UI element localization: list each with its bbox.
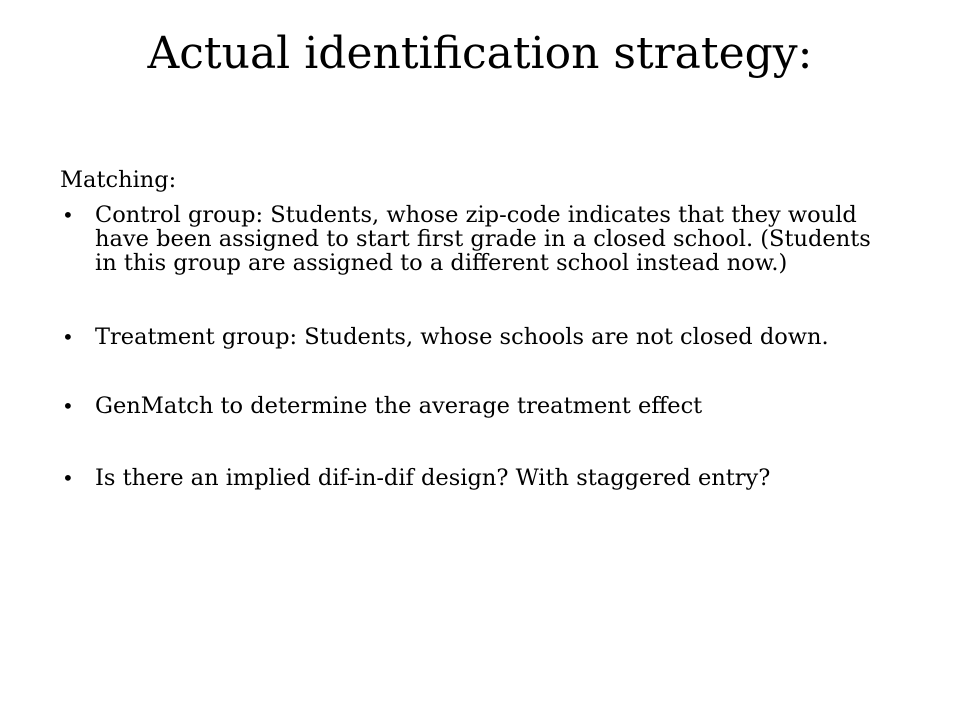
bullet-text: Is there an implied dif-in-dif design? With staggered entry? bbox=[95, 465, 771, 491]
bullet-text: Control group: Students, whose zip-code indicates that they would have been assigned to start first grade in a closed school. (Students in this group are assigned to a different school instead now.) bbox=[95, 202, 871, 276]
intro-text: Matching: bbox=[60, 167, 177, 193]
bullet-list bbox=[60, 203, 890, 490]
bullet-item-treatment-group bbox=[60, 325, 890, 349]
bullet-item-genmatch bbox=[60, 394, 890, 418]
bullet-icon: • bbox=[62, 203, 74, 227]
bullet-item-control-group bbox=[60, 203, 890, 275]
slide-title: Actual identification strategy: bbox=[147, 28, 813, 79]
slide-body bbox=[60, 168, 890, 490]
bullet-icon: • bbox=[62, 394, 74, 418]
bullet-text: GenMatch to determine the average treatment effect bbox=[95, 393, 703, 419]
bullet-item-dif-in-dif bbox=[60, 466, 890, 490]
bullet-icon: • bbox=[62, 466, 74, 490]
bullet-text: Treatment group: Students, whose schools are not closed down. bbox=[95, 324, 829, 350]
bullet-icon: • bbox=[62, 325, 74, 349]
